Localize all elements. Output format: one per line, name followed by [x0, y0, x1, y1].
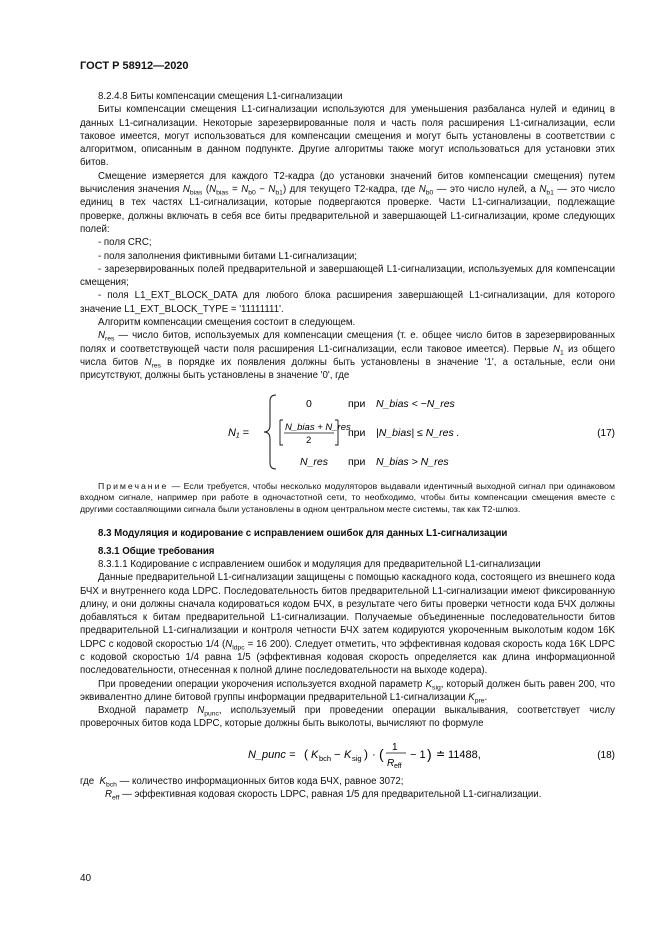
list-item: - поля L1_EXT_BLOCK_DATA для любого блока расширения завершающей L1-сигнализации, для которого значение L1_EXT_BLOCK_TYPE = '11111111'.: [80, 290, 615, 315]
svg-text:− 1: − 1: [410, 748, 426, 761]
svg-text:≐: ≐: [436, 748, 446, 761]
svg-text:K: K: [344, 748, 352, 761]
formula-18-graphic: [80, 737, 615, 771]
formula-17-graphic: [80, 389, 615, 475]
definition-kbch: где $K_{bch}$ — количество информационных битов кода БЧХ, равное 3072;: [80, 775, 404, 789]
standard-header: ГОСТ Р 58912—2020: [80, 60, 189, 72]
svg-text:eff: eff: [394, 762, 402, 770]
formula-17-case2-denominator: 2: [306, 434, 312, 446]
svg-text:R: R: [387, 757, 395, 769]
paragraph-algorithm: Алгоритм компенсации смещения состоит в следующем.: [98, 317, 356, 329]
formula-17: [80, 389, 615, 475]
formula-17-case2-numerator: N_bias + N_res: [285, 421, 351, 433]
formula-18-result: 11488,: [448, 748, 481, 761]
formula-17-case1-cond: N_bias < −N_res: [376, 397, 455, 410]
symbol-definitions: [80, 775, 615, 802]
subsection-title-8-3-1: 8.3.1 Общие требования: [98, 545, 215, 557]
note-label: Примечание: [98, 480, 169, 491]
svg-text:bch: bch: [319, 753, 332, 763]
formula-17-case3-value: N_res: [300, 455, 329, 468]
formula-17-brace: [264, 395, 276, 469]
list-item: - поля заполнения фиктивными битами L1-сигнализации;: [98, 250, 357, 262]
list-item: - зарезервированных полей предварительной и завершающей L1-сигнализации, используемых для компенсации смещения;: [80, 263, 615, 289]
list-item: - поля CRC;: [98, 237, 152, 249]
paragraph-pre-signalling-coding: Данные предварительной L1-сигнализации защищены с помощью каскадного кода, состоящего из внешнего кода БЧХ и внутреннего кода LDPC. Последовательность битов предварительной L1-сигнализации имеют фиксированную длину, и они должны сначала кодироваться кодом БЧХ, в результате чего биты проверки четности кода БЧХ должны добавляться к битам предварительной L1-сигнализации. Получаемые объединенные последовательности битов предварительной L1-сигнализации и контроля четности БЧХ затем кодируются укороченным выколотым кодом 16K LDPC с кодовой скоростью 1/4 ($N_{ldpc} = 16$ 200). Следует отметить, что эффективная кодовая скорость кода 16K LDPC с кодовой скоростью 1/4 равна 1/5 (эффективная кодовая скорость определяется как длина информационной последовательности, отнесенная к полной длине последовательности на выходе кодера).: [80, 572, 615, 677]
paragraph-puncturing: Входной параметр $N_{punc}$, используемый при проведении операции выкалывания, соответствует числу проверочных битов кода LDPC, которые должны быть выколоты, вычисляют по формуле: [80, 705, 615, 730]
formula-17-case3-cond: N_bias > N_res: [376, 455, 449, 468]
formula-17-case2-word: при: [348, 426, 366, 439]
subsection-title-8-2-4-8: 8.2.4.8 Биты компенсации смещения L1-сигнализации: [98, 91, 343, 102]
svg-text:1: 1: [392, 741, 398, 753]
svg-text:sig: sig: [352, 753, 362, 763]
paragraph-8-3-1-1: 8.3.1.1 Кодирование с исправлением ошибок и модуляция для предварительной L1-сигнализации: [98, 558, 541, 570]
formula-17-case1-word: при: [348, 397, 366, 410]
formula-17-case3-word: при: [348, 455, 366, 468]
svg-text:(: (: [379, 745, 384, 762]
svg-text:(: (: [304, 746, 308, 761]
formula-18-lhs: N_punc =: [248, 748, 296, 761]
paragraph-bias-measurement: Смещение измеряется для каждого T2-кадра (до установки значений битов компенсации смещения) путем вычисления значения $N_{bias}$ $(N_{bias} = N_{b0} - N_{b1})$ для текущего T2-кадра, где $N_{b0}$ — это число нулей, а $N_{b1}$ — это число единиц в тех частях L1-сигнализации, которые подвергаются проверке. Части L1-сигнализации, подлежащие проверке, должны включать в себя все биты предварительной и завершающей L1-сигнализации, кроме следующих полей:: [80, 170, 616, 235]
svg-text:·: ·: [372, 748, 376, 761]
document-body: [80, 90, 615, 801]
paragraph-nres-definition: $N_{res}$ — число битов, используемых для компенсации смещения (т. е. общее число битов в зарезервированных полях и соответствующей части поля расширения L1-сигнализации, если таковое имеется). Первые $N_1$ из общего числа битов $N_{res}$ в порядке их появления должны быть установлены в значение '1', а остальные, если они присутствуют, должны быть установлены в значение '0', где: [80, 330, 615, 382]
section-title-8-3: 8.3 Модуляция и кодирование с исправлением ошибок для данных L1-сигнализации: [98, 528, 508, 540]
svg-text:K: K: [311, 748, 319, 761]
definition-reff: $R_{eff}$ — эффективная кодовая скорость LDPC, равная 1/5 для предварительной L1-сигнализации.: [105, 789, 542, 802]
paragraph-shortening: При проведении операции укорочения используется входной параметр $K_{sig}$, который должен быть равен 200, что эквивалентно длине битовой группы информации предварительной L1-сигнализации $K_{pre}$.: [80, 678, 616, 705]
formula-17-case1-value: 0: [306, 397, 312, 410]
svg-text:−: −: [334, 748, 341, 761]
paragraph-bias-bits-intro: Биты компенсации смещения L1-сигнализации используются для уменьшения разбаланса нулей и единиц в данных L1-сигнализации. Некоторые зарезервированные поля и часть поля расширения L1-сигнализации, если таковое имеется, могут использоваться для компенсации смещения и могут быть установлены в соответствии с алгоритмом, описанным в данном подпункте. Другие алгоритмы также могут использоваться для установки этих битов.: [80, 104, 615, 169]
note: Примечание — Если требуется, чтобы несколько модуляторов выдавали идентичный выходной сигнал при одинаковом входном сигнале, например при работе в одночастотной сети, то необходимо, чтобы биты компенсации смещения вместе с другими составляющими сигнала были установлены в одном центральном месте системы, так как T2-шлюз.: [80, 480, 615, 514]
formula-18: [80, 737, 615, 771]
svg-text:): ): [427, 745, 432, 762]
formula-17-lhs: N₁ =: [228, 426, 249, 439]
svg-text:): ): [364, 746, 368, 761]
page-number: 40: [80, 873, 92, 884]
formula-17-case2-cond: |N_bias| ≤ N_res .: [376, 426, 460, 439]
formula-18-number: (18): [597, 749, 615, 761]
formula-17-number: (17): [597, 427, 615, 439]
